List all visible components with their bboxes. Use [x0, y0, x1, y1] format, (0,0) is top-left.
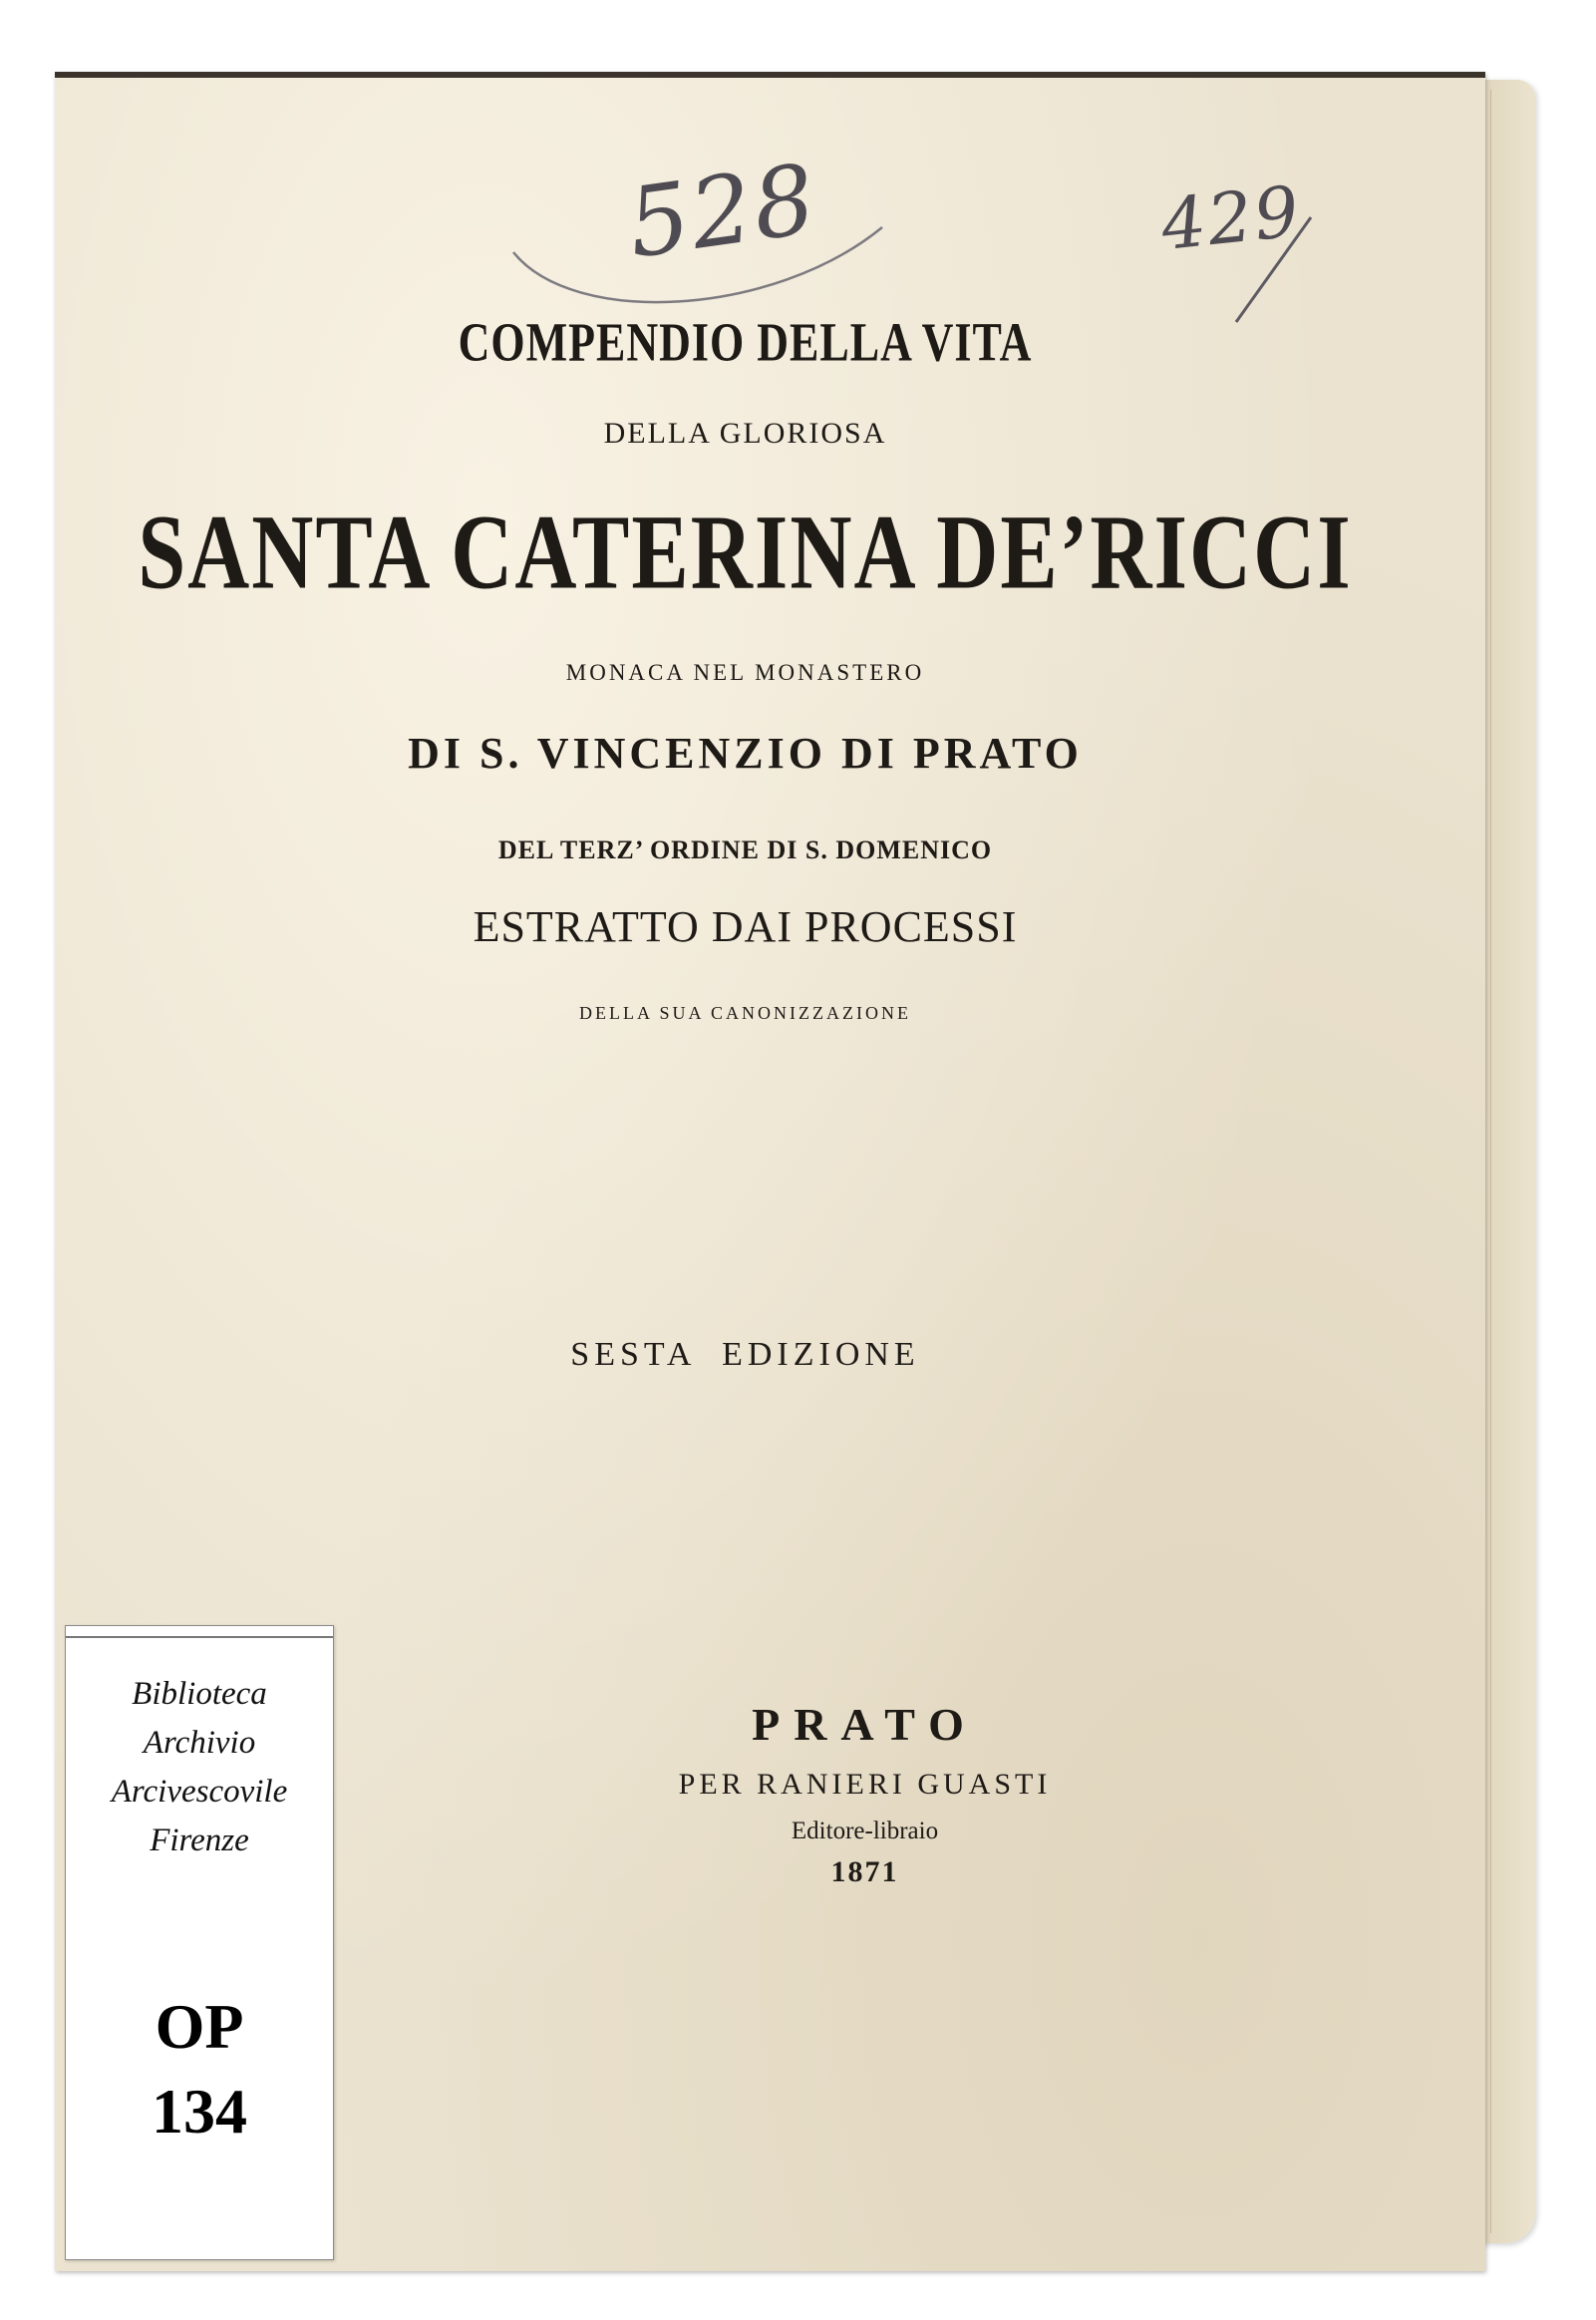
edition-line: SESTA EDIZIONE: [570, 1336, 920, 1373]
title-line-compendio: COMPENDIO DELLA VITA: [458, 311, 1033, 374]
label-shelfmark-number: 134: [152, 2076, 247, 2147]
label-rule: [66, 1636, 333, 1638]
title-line-santa-caterina: SANTA CATERINA DE’RICCI: [138, 492, 1353, 611]
label-line-biblioteca: Biblioteca: [132, 1676, 267, 1712]
title-line-vincenzio: DI S. VINCENZIO DI PRATO: [408, 729, 1083, 778]
label-line-firenze: Firenze: [150, 1823, 249, 1858]
label-line-archivio: Archivio: [143, 1725, 256, 1761]
title-line-canonizzazione: DELLA SUA CANONIZZAZIONE: [579, 1003, 911, 1023]
handwritten-number-429: 429: [1157, 169, 1305, 267]
title-line-gloriosa: DELLA GLORIOSA: [603, 417, 887, 450]
library-shelfmark-label: [65, 1625, 334, 2260]
title-line-estratto: ESTRATTO DAI PROCESSI: [473, 902, 1018, 951]
label-shelfmark-op: OP: [155, 1991, 244, 2062]
title-line-terz-ordine: DEL TERZ’ ORDINE DI S. DOMENICO: [497, 835, 993, 864]
imprint-year: 1871: [830, 1855, 899, 1888]
imprint-place: PRATO: [752, 1699, 978, 1750]
imprint-publisher-role: Editore-libraio: [791, 1818, 939, 1844]
imprint-publisher: PER RANIERI GUASTI: [678, 1768, 1052, 1801]
title-line-monaca: MONACA NEL MONASTERO: [565, 660, 925, 685]
label-line-arcivescovile: Arcivescovile: [111, 1774, 288, 1810]
handwritten-number-528: 528: [621, 143, 824, 280]
